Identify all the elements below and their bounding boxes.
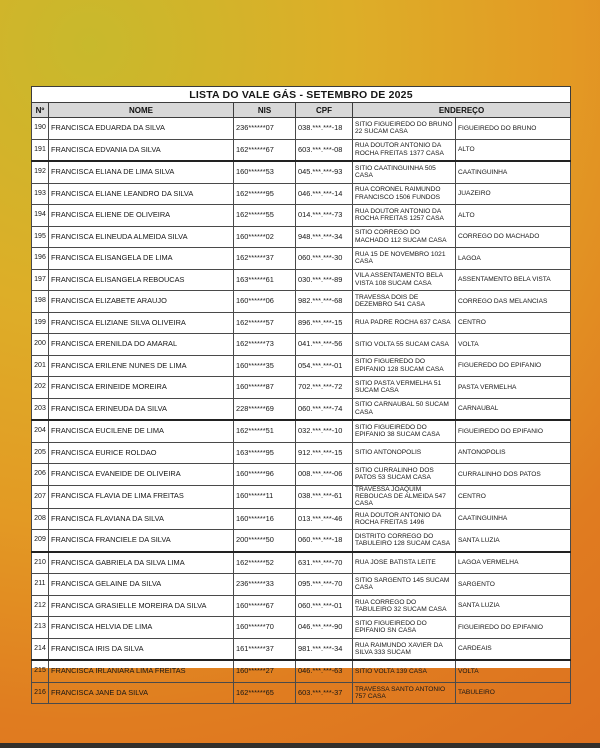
row-number: 204 [32, 420, 49, 442]
header-nis: NIS [234, 103, 296, 118]
row-number: 210 [32, 552, 49, 574]
row-neighborhood: FIGUEIREDO DO BRUNO [456, 118, 571, 140]
row-name: FRANCISCA JANE DA SILVA [49, 682, 234, 704]
row-address: SITIO CORREGO DO MACHADO 112 SUCAM CASA [353, 226, 456, 248]
row-neighborhood: FIGUEIREDO DO EPIFANIO [456, 420, 571, 442]
row-cpf: 982.***.***-68 [296, 291, 353, 313]
table-row [32, 420, 571, 442]
table-row [32, 442, 571, 464]
row-name: FRANCISCA IRIS DA SILVA [49, 638, 234, 660]
header-endereco: ENDEREÇO [353, 103, 571, 118]
row-cpf: 045.***.***-93 [296, 161, 353, 183]
header-num: Nº [32, 103, 49, 118]
row-number: 213 [32, 617, 49, 639]
row-nis: 160******35 [234, 355, 296, 377]
row-number: 212 [32, 595, 49, 617]
row-cpf: 014.***.***-73 [296, 205, 353, 227]
row-neighborhood: SANTA LUZIA [456, 530, 571, 552]
row-cpf: 603.***.***-08 [296, 139, 353, 161]
row-nis: 160******02 [234, 226, 296, 248]
row-cpf: 046.***.***-63 [296, 660, 353, 682]
row-name: FRANCISCA HELVIA DE LIMA [49, 617, 234, 639]
row-nis: 162******65 [234, 682, 296, 704]
row-address: RUA CORONEL RAIMUNDO FRANCISCO 1506 FUNDOS [353, 183, 456, 205]
row-nis: 160******11 [234, 485, 296, 508]
row-address: RUA 15 DE NOVEMBRO 1021 CASA [353, 248, 456, 270]
row-name: FRANCISCA ELIANE LEANDRO DA SILVA [49, 183, 234, 205]
row-number: 192 [32, 161, 49, 183]
row-address: SITIO PASTA VERMELHA 51 SUCAM CASA [353, 377, 456, 399]
row-name: FRANCISCA ERENILDA DO AMARAL [49, 334, 234, 356]
row-name: FRANCISCA EDUARDA DA SILVA [49, 118, 234, 140]
header-cpf: CPF [296, 103, 353, 118]
table-row [32, 291, 571, 313]
row-address: RUA CORREGO DO TABULEIRO 32 SUCAM CASA [353, 595, 456, 617]
row-neighborhood: CAATINGUINHA [456, 508, 571, 530]
row-cpf: 038.***.***-18 [296, 118, 353, 140]
row-cpf: 603.***.***-37 [296, 682, 353, 704]
row-nis: 160******67 [234, 595, 296, 617]
row-number: 194 [32, 205, 49, 227]
table-body [32, 118, 571, 704]
row-nis: 162******57 [234, 312, 296, 334]
row-neighborhood: ASSENTAMENTO BELA VISTA [456, 269, 571, 291]
row-cpf: 912.***.***-15 [296, 442, 353, 464]
table-row [32, 377, 571, 399]
row-address: SITIO FIGUEIREDO DO EPIFANIO 38 SUCAM CASA [353, 420, 456, 442]
row-address: TRAVESSA SANTO ANTONIO 757 CASA [353, 682, 456, 704]
row-name: FRANCISCA GRASIELLE MOREIRA DA SILVA [49, 595, 234, 617]
document-title-row [32, 87, 571, 103]
row-nis: 163******95 [234, 442, 296, 464]
table-row [32, 574, 571, 596]
row-number: 215 [32, 660, 49, 682]
row-neighborhood: VOLTA [456, 334, 571, 356]
vale-gas-document [31, 86, 570, 700]
row-name: FRANCISCA GELAINE DA SILVA [49, 574, 234, 596]
row-neighborhood: SARGENTO [456, 574, 571, 596]
row-nis: 162******51 [234, 420, 296, 442]
row-name: FRANCISCA ELIZIANE SILVA OLIVEIRA [49, 312, 234, 334]
row-address: SITIO CURRALINHO DOS PATOS 53 SUCAM CASA [353, 464, 456, 486]
row-number: 216 [32, 682, 49, 704]
row-address: RUA PADRE ROCHA 637 CASA [353, 312, 456, 334]
table-row [32, 617, 571, 639]
row-name: FRANCISCA ELIENE DE OLIVEIRA [49, 205, 234, 227]
table-row [32, 595, 571, 617]
row-number: 195 [32, 226, 49, 248]
vale-gas-table [31, 86, 571, 704]
row-nis: 162******95 [234, 183, 296, 205]
row-number: 211 [32, 574, 49, 596]
document-title: LISTA DO VALE GÁS - SETEMBRO DE 2025 [32, 87, 571, 103]
table-row [32, 139, 571, 161]
row-name: FRANCISCA IRLANIARA LIMA FREITAS [49, 660, 234, 682]
bottom-edge-strip [0, 743, 600, 748]
row-neighborhood: LAGOA VERMELHA [456, 552, 571, 574]
row-number: 196 [32, 248, 49, 270]
row-address: VILA ASSENTAMENTO BELA VISTA 108 SUCAM CASA [353, 269, 456, 291]
row-cpf: 054.***.***-01 [296, 355, 353, 377]
row-cpf: 896.***.***-15 [296, 312, 353, 334]
row-address: SITIO ANTONOPOLIS [353, 442, 456, 464]
row-neighborhood: ALTO [456, 139, 571, 161]
row-nis: 236******33 [234, 574, 296, 596]
table-row [32, 398, 571, 420]
row-cpf: 060.***.***-01 [296, 595, 353, 617]
row-neighborhood: CURRALINHO DOS PATOS [456, 464, 571, 486]
table-row [32, 660, 571, 682]
row-address: RUA JOSE BATISTA LEITE [353, 552, 456, 574]
row-nis: 160******96 [234, 464, 296, 486]
row-number: 205 [32, 442, 49, 464]
row-neighborhood: CARNAUBAL [456, 398, 571, 420]
row-cpf: 046.***.***-90 [296, 617, 353, 639]
row-nis: 162******67 [234, 139, 296, 161]
row-address: SITIO FIGUEIREDO DO EPIFANIO SN CASA [353, 617, 456, 639]
row-number: 207 [32, 485, 49, 508]
row-neighborhood: LAGOA [456, 248, 571, 270]
row-number: 214 [32, 638, 49, 660]
row-nis: 162******73 [234, 334, 296, 356]
table-row [32, 183, 571, 205]
row-nis: 160******53 [234, 161, 296, 183]
row-nis: 163******61 [234, 269, 296, 291]
row-neighborhood: CORREGO DO MACHADO [456, 226, 571, 248]
row-number: 200 [32, 334, 49, 356]
table-row [32, 355, 571, 377]
row-nis: 200******50 [234, 530, 296, 552]
row-number: 199 [32, 312, 49, 334]
row-name: FRANCISCA ELINEUDA ALMEIDA SILVA [49, 226, 234, 248]
table-row [32, 334, 571, 356]
row-nis: 162******52 [234, 552, 296, 574]
row-cpf: 046.***.***-14 [296, 183, 353, 205]
row-name: FRANCISCA FLAVIANA DA SILVA [49, 508, 234, 530]
row-number: 198 [32, 291, 49, 313]
table-row [32, 682, 571, 704]
row-address: TRAVESSA DOIS DE DEZEMBRO 541 CASA [353, 291, 456, 313]
row-neighborhood: CENTRO [456, 485, 571, 508]
table-row [32, 226, 571, 248]
table-row [32, 552, 571, 574]
row-name: FRANCISCA EDVANIA DA SILVA [49, 139, 234, 161]
row-name: FRANCISCA EURICE ROLDAO [49, 442, 234, 464]
table-row [32, 485, 571, 508]
table-row [32, 269, 571, 291]
row-neighborhood: CAATINGUINHA [456, 161, 571, 183]
row-neighborhood: VOLTA [456, 660, 571, 682]
row-nis: 162******55 [234, 205, 296, 227]
row-address: SITIO VOLTA 139 CASA [353, 660, 456, 682]
row-cpf: 948.***.***-34 [296, 226, 353, 248]
row-address: RUA DOUTOR ANTONIO DA ROCHA FREITAS 1377 CASA [353, 139, 456, 161]
row-name: FRANCISCA EUCILENE DE LIMA [49, 420, 234, 442]
row-cpf: 013.***.***-46 [296, 508, 353, 530]
row-name: FRANCISCA ERILENE NUNES DE LIMA [49, 355, 234, 377]
row-address: SITIO FIGUEIREDO DO BRUNO 22 SUCAM CASA [353, 118, 456, 140]
row-cpf: 008.***.***-06 [296, 464, 353, 486]
row-cpf: 702.***.***-72 [296, 377, 353, 399]
table-row [32, 312, 571, 334]
row-neighborhood: CENTRO [456, 312, 571, 334]
row-number: 203 [32, 398, 49, 420]
row-number: 206 [32, 464, 49, 486]
row-name: FRANCISCA FLAVIA DE LIMA FREITAS [49, 485, 234, 508]
row-address: SITIO VOLTA 55 SUCAM CASA [353, 334, 456, 356]
header-nome: NOME [49, 103, 234, 118]
row-cpf: 981.***.***-34 [296, 638, 353, 660]
row-address: SITIO FIGUEREDO DO EPIFANIO 128 SUCAM CASA [353, 355, 456, 377]
row-name: FRANCISCA ERINEUDA DA SILVA [49, 398, 234, 420]
row-address: SITIO CARNAUBAL 50 SUCAM CASA [353, 398, 456, 420]
row-address: SITIO CAATINGUINHA 505 CASA [353, 161, 456, 183]
table-row [32, 248, 571, 270]
row-nis: 228******69 [234, 398, 296, 420]
row-name: FRANCISCA ELISANGELA DE LIMA [49, 248, 234, 270]
row-neighborhood: JUAZEIRO [456, 183, 571, 205]
row-number: 208 [32, 508, 49, 530]
table-row [32, 161, 571, 183]
table-row [32, 464, 571, 486]
row-nis: 160******06 [234, 291, 296, 313]
row-number: 197 [32, 269, 49, 291]
row-cpf: 041.***.***-56 [296, 334, 353, 356]
row-number: 193 [32, 183, 49, 205]
row-neighborhood: CARDEAIS [456, 638, 571, 660]
row-address: SITIO SARGENTO 145 SUCAM CASA [353, 574, 456, 596]
table-row [32, 638, 571, 660]
row-neighborhood: PASTA VERMELHA [456, 377, 571, 399]
row-neighborhood: CORREGO DAS MELANCIAS [456, 291, 571, 313]
table-row [32, 205, 571, 227]
row-neighborhood: ALTO [456, 205, 571, 227]
table-row [32, 530, 571, 552]
row-address: RUA DOUTOR ANTONIO DA ROCHA FREITAS 1496 [353, 508, 456, 530]
row-number: 201 [32, 355, 49, 377]
row-address: DISTRITO CORREGO DO TABULEIRO 128 SUCAM CASA [353, 530, 456, 552]
row-address: TRAVESSA JOAQUIM REBOUCAS DE ALMEIDA 547 CASA [353, 485, 456, 508]
row-number: 191 [32, 139, 49, 161]
row-cpf: 060.***.***-74 [296, 398, 353, 420]
row-neighborhood: FIGUEREDO DO EPIFANIO [456, 355, 571, 377]
row-cpf: 060.***.***-30 [296, 248, 353, 270]
row-nis: 160******16 [234, 508, 296, 530]
row-nis: 162******37 [234, 248, 296, 270]
row-name: FRANCISCA ELIANA DE LIMA SILVA [49, 161, 234, 183]
row-cpf: 038.***.***-61 [296, 485, 353, 508]
row-number: 209 [32, 530, 49, 552]
row-address: RUA RAIMUNDO XAVIER DA SILVA 333 SUCAM [353, 638, 456, 660]
row-name: FRANCISCA ERINEIDE MOREIRA [49, 377, 234, 399]
row-neighborhood: SANTA LUZIA [456, 595, 571, 617]
row-number: 202 [32, 377, 49, 399]
table-header-row [32, 103, 571, 118]
row-cpf: 060.***.***-18 [296, 530, 353, 552]
row-name: FRANCISCA ELISANGELA REBOUCAS [49, 269, 234, 291]
row-nis: 160******70 [234, 617, 296, 639]
table-row [32, 508, 571, 530]
row-name: FRANCISCA EVANEIDE DE OLIVEIRA [49, 464, 234, 486]
row-name: FRANCISCA ELIZABETE ARAUJO [49, 291, 234, 313]
table-row [32, 118, 571, 140]
row-nis: 161******37 [234, 638, 296, 660]
row-cpf: 030.***.***-89 [296, 269, 353, 291]
row-cpf: 631.***.***-70 [296, 552, 353, 574]
row-name: FRANCISCA FRANCIELE DA SILVA [49, 530, 234, 552]
row-nis: 160******87 [234, 377, 296, 399]
row-cpf: 095.***.***-70 [296, 574, 353, 596]
row-neighborhood: FIGUEIREDO DO EPIFANIO [456, 617, 571, 639]
row-cpf: 032.***.***-10 [296, 420, 353, 442]
row-neighborhood: TABULEIRO [456, 682, 571, 704]
row-name: FRANCISCA GABRIELA DA SILVA LIMA [49, 552, 234, 574]
row-address: RUA DOUTOR ANTONIO DA ROCHA FREITAS 1257 CASA [353, 205, 456, 227]
row-neighborhood: ANTONOPOLIS [456, 442, 571, 464]
row-nis: 236******07 [234, 118, 296, 140]
row-number: 190 [32, 118, 49, 140]
row-nis: 160******27 [234, 660, 296, 682]
